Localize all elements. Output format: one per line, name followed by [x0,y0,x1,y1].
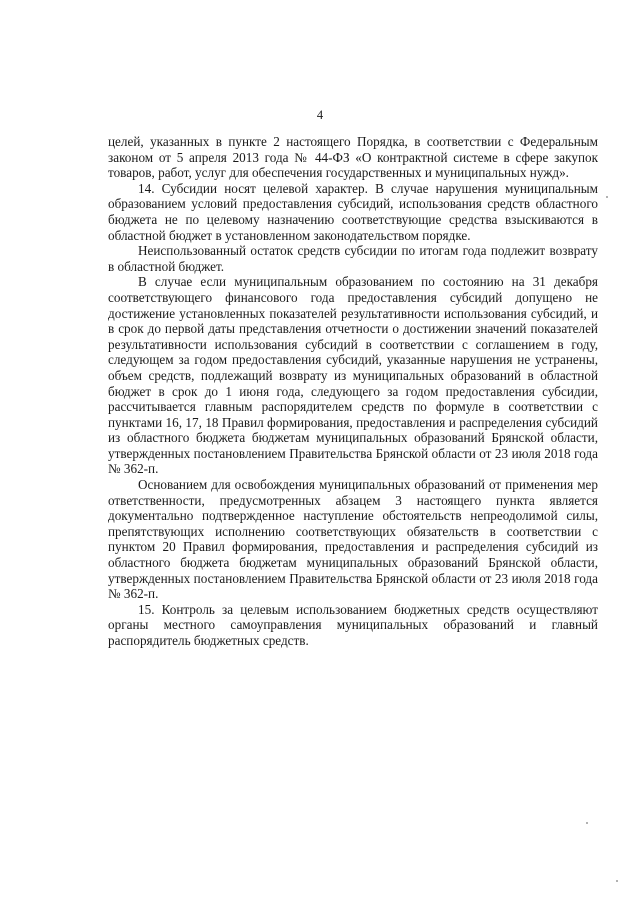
paragraph-refund-conditions: В случае если муниципальным образованием по состоянию на 31 декабря соответствующего финансового года предоставления субсидий допущено не достижение установленных показателей результативности использования субсидий, и в срок до первой даты представления отчетности о достижении значений показателей результативности использования субсидий в соответствии с соглашением в году, следующем за годом предоставления субсидий, указанные нарушения не устранены, объем средств, подлежащий возврату из муниципальных образований в областной бюджет в срок до 1 июня года, следующего за годом предоставления субсидии, рассчитывается главным распорядителем средств по формуле в соответствии с пунктами 16, 17, 18 Правил формирования, предоставления и распределения субсидий из областного бюджета бюджетам муниципальных образований Брянской области, утвержденных постановлением Правительства Брянской области от 23 июля 2018 года № 362-п. [108,274,598,477]
scan-speck [606,196,608,198]
paragraph-item-14: 14. Субсидии носят целевой характер. В случае нарушения муниципальным образованием условий предоставления субсидий, использования средств областного бюджета не по целевому назначению соответствующие средства взыскиваются в областной бюджет в установленном законодательством порядке. [108,180,598,243]
paragraph-item-15: 15. Контроль за целевым использованием бюджетных средств осуществляют органы местного самоуправления муниципальных образований и главный распорядитель бюджетных средств. [108,601,598,648]
page-number: 4 [316,108,324,122]
document-body [108,134,598,649]
scan-speck [586,822,588,824]
paragraph-exemption-grounds: Основанием для освобождения муниципальных образований от применения мер ответственности, предусмотренных абзацем 3 настоящего пункта является документально подтвержденное наступление обстоятельств непреодолимой силы, препятствующих исполнению соответствующих обязательств в соответствии с пунктом 20 Правил формирования, предоставления и распределения субсидий из областного бюджета бюджетам муниципальных образований Брянской области, утвержденных постановлением Правительства Брянской области от 23 июля 2018 года № 362-п. [108,477,598,602]
paragraph-unused-balance: Неиспользованный остаток средств субсидии по итогам года подлежит возврату в областной бюджет. [108,243,598,274]
scan-speck [616,880,618,882]
paragraph-continuation: целей, указанных в пункте 2 настоящего Порядка, в соответствии с Федеральным законом от 5 апреля 2013 года № 44-ФЗ «О контрактной системе в сфере закупок товаров, работ, услуг для обеспечения государственных и муниципальных нужд». [108,134,598,181]
